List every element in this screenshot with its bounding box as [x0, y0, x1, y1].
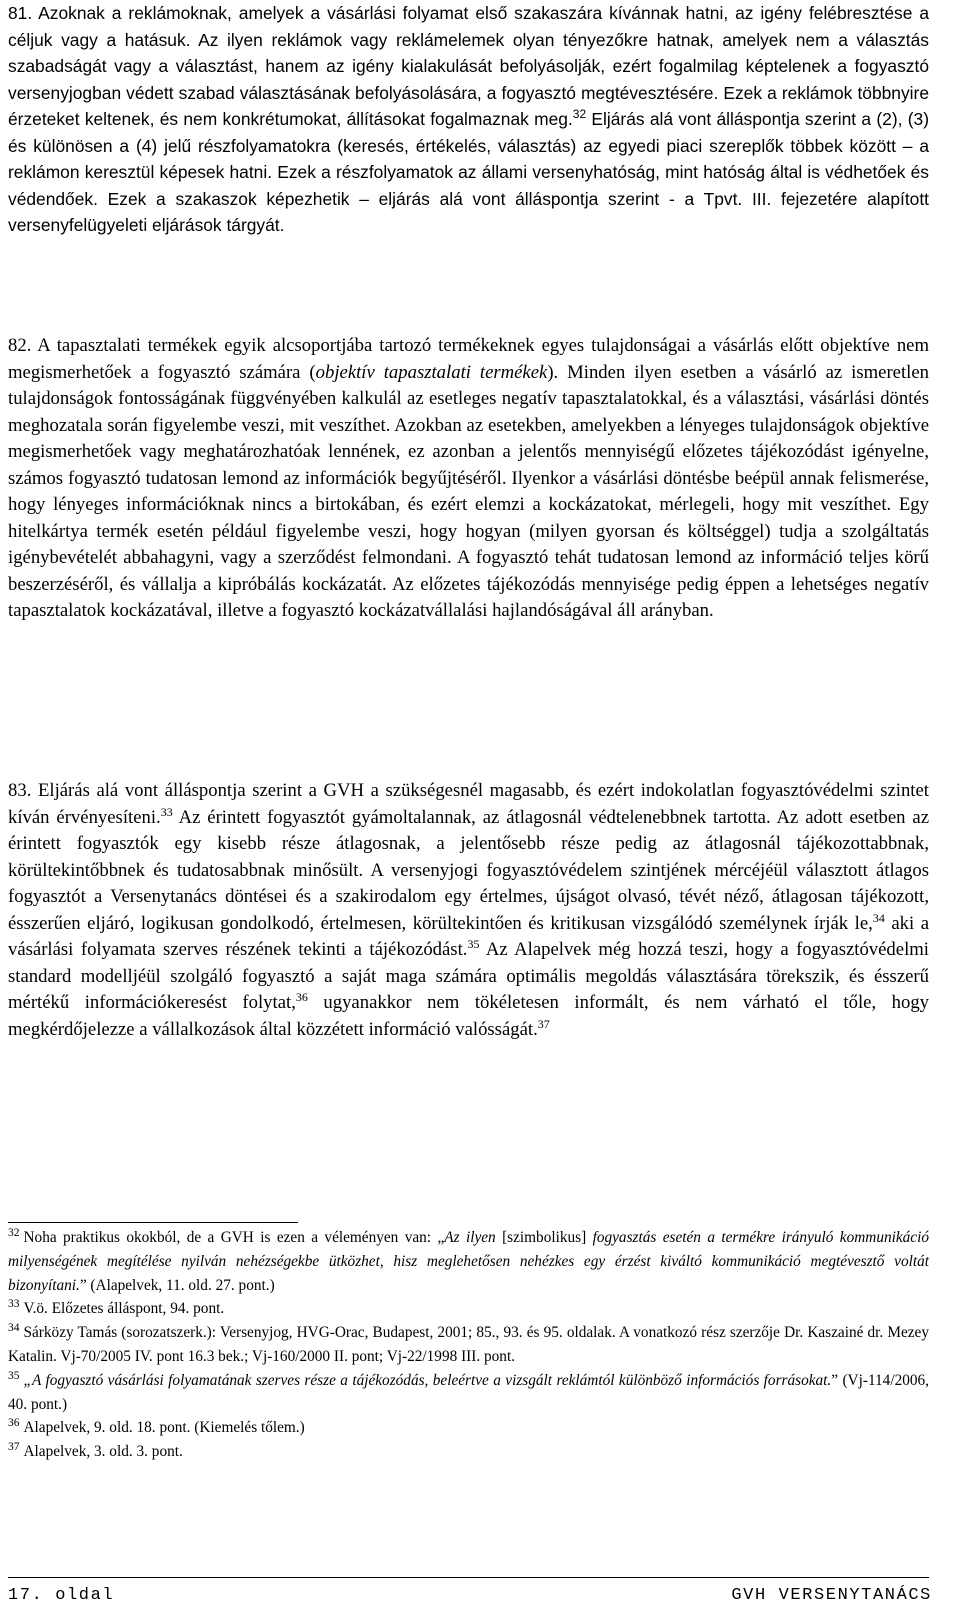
footnote-emphasis: „A fogyasztó vásárlási folyamatának szerves része a tájékozódás, beleértve a vizsgált reklámtól különböző információs forrásokat.	[23, 1371, 832, 1389]
footnote-ref-32[interactable]: 32	[572, 107, 587, 122]
footnote-ref-37[interactable]: 37	[537, 1016, 550, 1031]
footnote-37	[8, 1440, 929, 1464]
footnote-separator	[8, 1222, 298, 1223]
footnote-34	[8, 1321, 929, 1369]
paragraph-81-text: 81. Azoknak a reklámoknak, amelyek a vásárlási folyamat első szakaszára kívánnak hatni, az igény felébresztése a céljuk vagy a hatásuk. Az ilyen reklámok vagy reklámelemek olyan tényezőkre hatnak, amelyek nem a választás szabadságát vagy a választást, hanem az igény kialakulását befolyásolják, ezért fogalmilag képtelenek a fogyasztó versenyjogban védett szabad választásának befolyásolására, a fogyasztó megtévesztésére. Ezek a reklámok többnyire érzeteket keltenek, és nem konkrétumokat, állításokat fogalmaznak meg.	[8, 3, 929, 129]
footnote-number: 35	[8, 1369, 20, 1382]
footnote-text: ” (Alapelvek, 11. old. 27. pont.)	[79, 1276, 275, 1294]
footnote-36	[8, 1416, 929, 1440]
paragraph-83-text-b: Az érintett fogyasztót gyámoltalannak, az átlagosnál védtelenebbnek tartotta. Az adott esetben az érintett fogyasztók egy kisebb része átlagosnak, a jelentősebb része pedig az átlagosnál tájékozottabbnak, körültekintőbbnek és tudatosabbnak minősült. A versenyjogi fogyasztóvédelem szintjének mércéjéül választott átlagos fogyasztót a Versenytanács döntései és a szakirodalom egy értelmes, újságot olvasó, tévét néző, átlagosan tájékozott, ésszerűen eljáró, logikusan gondolkodó, értelmesen, körültekintően és kritikusan vizsgálódó személynek írják le,	[8, 806, 929, 934]
footnote-number: 37	[8, 1441, 20, 1454]
paragraph-83-text-e: ugyanakkor nem tökéletesen informált, és nem várható el tőle, hogy megkérdőjelezze a vállalkozások által közzétett információ valósságát.	[8, 992, 929, 1040]
footnote-text: ” (Vj-114/2006, 40. pont.)	[8, 1371, 929, 1413]
footnote-number: 32	[8, 1226, 20, 1239]
footnote-text: V.ö. Előzetes álláspont, 94. pont.	[23, 1300, 225, 1318]
footnotes	[8, 1226, 929, 1464]
footnote-ref-34[interactable]: 34	[872, 910, 885, 925]
page-number: 17. oldal	[8, 1586, 115, 1605]
footnote-number: 34	[8, 1322, 20, 1335]
footnote-emphasis: Az ilyen	[444, 1229, 496, 1246]
footnote-number: 33	[8, 1298, 20, 1311]
paragraph-83-text-c: aki a vásárlási folyamata szerves részének tekinti a tájékozódást.	[8, 912, 930, 960]
footnote-ref-35[interactable]: 35	[467, 936, 480, 951]
footnote-text: [szimbolikus]	[495, 1229, 593, 1246]
paragraph-81	[8, 0, 929, 239]
footnote-ref-33[interactable]: 33	[160, 804, 173, 819]
footnote-text: Sárközy Tamás (sorozatszerk.): Versenyjog, HVG-Orac, Budapest, 2001; 85., 93. és 95. oldalak. A vonatkozó rész szerzője Dr. Kaszainé dr. Mezey Katalin. Vj-70/2005 IV. pont 16.3 bek.; Vj-160/2000 II. pont; Vj-22/1998 III. pont.	[8, 1324, 929, 1365]
paragraph-82-text-cont: ). Minden ilyen esetben a vásárló az ismeretlen tulajdonságok fontosságának függvényében kalkulál az esetleges negatív tapasztalatokkal, és a választási, vásárlási döntés meghozatala során figyelembe veszi, mit veszíthet. Azokban az esetekben, amelyekben a lényeges tulajdonságok objektíve megismerhetőek vagy meghatározhatóak lennének, ez azonban a jelentős mennyiségű előzetes tájékozódást igényelne, számos fogyasztó tudatosan lemond az információk begyűjtéséről. Ilyenkor a vásárlási döntésbe beépül annak felismerése, hogy lényeges információknak nincs a birtokában, és ezért elemzi a kockázatokat, mérlegeli, hogy mit veszíthet. Egy hitelkártya termék esetén például figyelembe veszi, hogy hogyan (milyen gyorsan és költséggel) tudja a szolgáltatás igénybevételét abbahagyni, vagy a szerződést felmondani. A fogyasztó tehát tudatosan lemond az információ teljes körű beszerzéséről, és vállalja a kipróbálás kockázatát. Az előzetes tájékozódás mennyisége pedig éppen a lehetséges negatív tapasztalatok kockázatával, illetve a fogyasztó kockázatvállalási hajlandóságával áll arányban.	[8, 361, 929, 621]
footnote-text: Alapelvek, 9. old. 18. pont. (Kiemelés tőlem.)	[23, 1419, 305, 1437]
footnote-33	[8, 1297, 929, 1321]
paragraph-83	[8, 778, 929, 1043]
paragraph-82-emphasis: objektív tapasztalati termékek	[315, 361, 548, 383]
footnote-text: Alapelvek, 3. old. 3. pont.	[23, 1443, 183, 1461]
paragraph-83-text-d: Az Alapelvek még hozzá teszi, hogy a fogyasztóvédelmi standard modelljéül szolgáló fogyasztó a saját maga számára optimális megoldás választására törekszik, és ésszerű mértékű információkeresést folytat,	[8, 939, 929, 1013]
paragraph-83-text: 83. Eljárás alá vont álláspontja szerint a GVH a szükségesnél magasabb, és ezért indokolatlan fogyasztóvédelmi szintet kíván érvényesíteni.	[8, 780, 929, 828]
footer-rule	[8, 1577, 929, 1578]
footer-organization: GVH VERSENYTANÁCS	[731, 1586, 932, 1605]
footnote-32	[8, 1226, 929, 1297]
paragraph-82	[8, 333, 929, 625]
footnote-text: Noha praktikus okokból, de a GVH is ezen a véleményen van: „	[23, 1229, 445, 1246]
paragraph-82-text: 82. A tapasztalati termékek egyik alcsoportjába tartozó termékeknek egyes tulajdonságai a vásárlás előtt objektíve nem megismerhetőek a fogyasztó számára (	[8, 335, 929, 383]
footnote-emphasis: fogyasztás esetén a termékre irányuló kommunikáció milyenségének megítélése nyilván nehézségekbe ütközhet, hisz meglehetősen nehézkes egy érzést kiváltó kommunikáció megtévesztő voltát bizonyítani.	[8, 1229, 929, 1294]
footnote-number: 36	[8, 1417, 20, 1430]
footnote-ref-36[interactable]: 36	[295, 989, 308, 1004]
paragraph-81-text-cont: Eljárás alá vont álláspontja szerint a (2), (3) és különösen a (4) jelű részfolyamatokra (keresés, értékelés, választás) az egyedi piaci szereplők többek között – a reklámon keresztül képesek hatni. Ezek a részfolyamatok az állami versenyhatóság, mint hatóság által is védhetőek és védendőek. Ezek a szakaszok képezhetik – eljárás alá vont álláspontja szerint - a Tpvt. III. fejezetére alapított versenyfelügyeleti eljárások tárgyát.	[8, 109, 929, 235]
footnote-35	[8, 1369, 929, 1417]
